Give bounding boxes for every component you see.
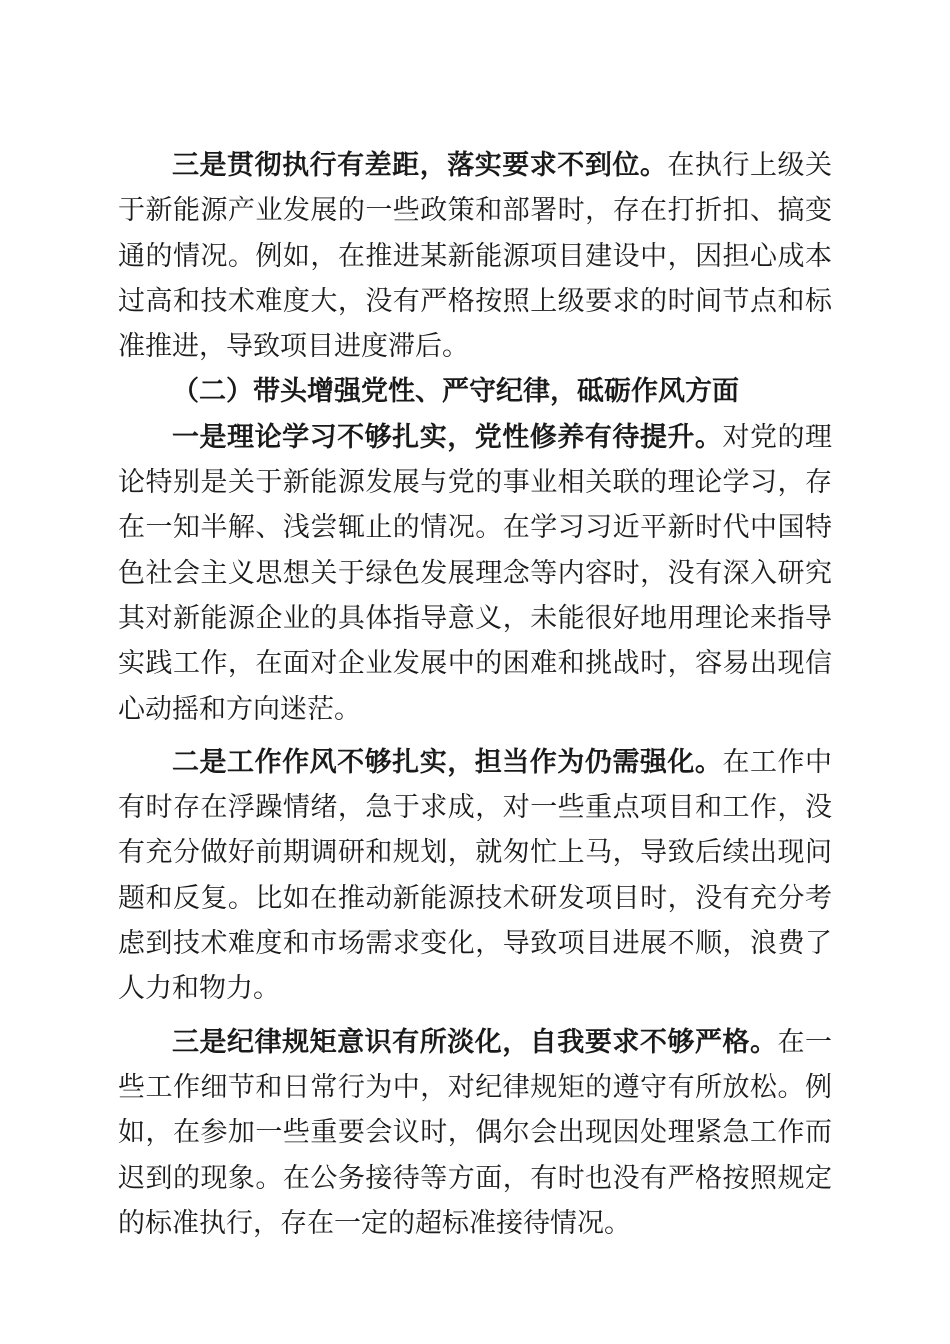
paragraph-body: 在工作中有时存在浮躁情绪，急于求成，对一些重点项目和工作，没有充分做好前期调研和规划，就匆忙上马，导致后续出现问题和反复。比如在推动新能源技术研发项目时，没有充分考虑到技术难度和市场需求变化，导致项目进展不顺，浪费了人力和物力。 [118, 746, 833, 1005]
paragraph-theory-study [118, 415, 832, 732]
paragraph-lead: 一是理论学习不够扎实，党性修养有待提升。 [172, 421, 723, 453]
paragraph-lead: 三是纪律规矩意识有所淡化，自我要求不够严格。 [172, 1026, 778, 1058]
section-heading: （二）带头增强党性、严守纪律，砥砺作风方面 [172, 376, 739, 408]
paragraph-body: 在执行上级关于新能源产业发展的一些政策和部署时，存在打折扣、搞变通的情况。例如，在推进某新能源项目建设中，因担心成本过高和技术难度大，没有严格按照上级要求的时间节点和标准推进，导致项目进度滞后。 [118, 150, 832, 363]
paragraph-lead: 三是贯彻执行有差距，落实要求不到位。 [172, 150, 668, 181]
paragraph-work-style [118, 740, 832, 1012]
paragraph-discipline [118, 1020, 832, 1246]
paragraph-implementation-gap [118, 143, 832, 369]
document-page [118, 143, 832, 1246]
paragraph-body: 在一些工作细节和日常行为中，对纪律规矩的遵守有所放松。例如，在参加一些重要会议时，偶尔会出现因处理紧急工作而迟到的现象。在公务接待等方面，有时也没有严格按照规定的标准执行，存在一定的超标准接待情况。 [118, 1026, 833, 1239]
paragraph-lead: 二是工作作风不够扎实，担当作为仍需强化。 [172, 746, 723, 778]
paragraph-body: 对党的理论特别是关于新能源发展与党的事业相关联的理论学习，存在一知半解、浅尝辄止的情况。在学习习近平新时代中国特色社会主义思想关于绿色发展理念等内容时，没有深入研究其对新能源企业的具体指导意义，未能很好地用理论来指导实践工作，在面对企业发展中的困难和挑战时，容易出现信心动摇和方向迷茫。 [118, 421, 833, 725]
